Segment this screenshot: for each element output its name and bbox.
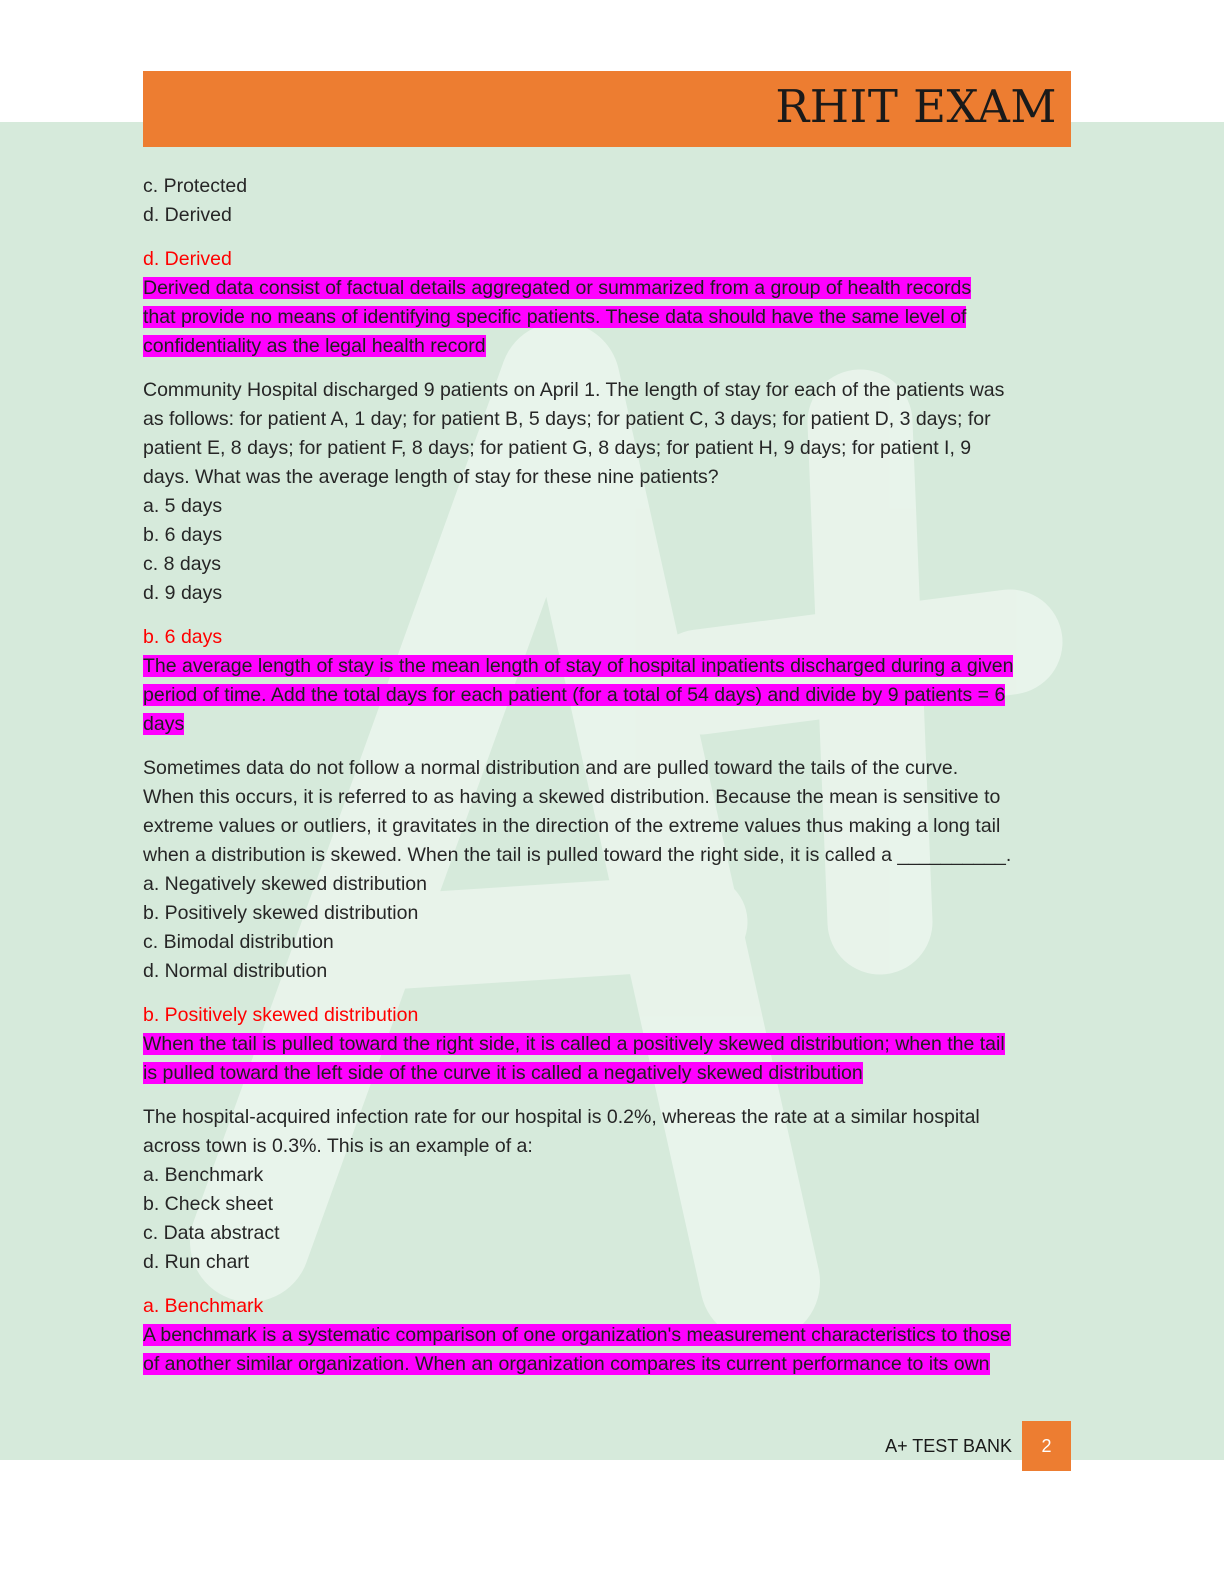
question-1 (143, 172, 1073, 361)
question-text: Community Hospital discharged 9 patients on April 1. The length of stay for each of the patients was (143, 379, 1005, 401)
header-bar (143, 71, 1071, 147)
option-d: d. Normal distribution (143, 960, 328, 982)
question-2 (143, 376, 1073, 739)
explanation: A benchmark is a systematic comparison of one organization's measurement characteristics to those of another similar organization. When an organization compares its current performance to its own (143, 1324, 1011, 1375)
option-a: a. Negatively skewed distribution (143, 873, 427, 895)
footer-label: A+ TEST BANK (885, 1436, 1012, 1456)
explanation: When the tail is pulled toward the right side, it is called a positively skewed distribution; when the tail is pulled toward the left side of the curve it is called a negatively skewed distribution (143, 1033, 1005, 1084)
question-text: extreme values or outliers, it gravitates in the direction of the extreme values thus making a long tail (143, 815, 1001, 837)
option-b: b. Positively skewed distribution (143, 902, 419, 924)
explanation: The average length of stay is the mean length of stay of hospital inpatients discharged during a given period of time. Add the total days for each patient (for a total of 54 days) and divide by 9 patients = 6 days (143, 655, 1014, 735)
question-3 (143, 754, 1073, 1088)
question-text: The hospital-acquired infection rate for our hospital is 0.2%, whereas the rate at a similar hospital (143, 1106, 980, 1128)
question-4 (143, 1103, 1073, 1379)
question-text: across town is 0.3%. This is an example of a: (143, 1135, 533, 1157)
question-text: when a distribution is skewed. When the tail is pulled toward the right side, it is called a __________. (143, 844, 1012, 866)
option-a: a. 5 days (143, 495, 223, 517)
option-d: d. 9 days (143, 582, 223, 604)
question-text: as follows: for patient A, 1 day; for patient B, 5 days; for patient C, 3 days; for patient D, 3 days; for (143, 408, 991, 430)
option-c: c. Protected (143, 175, 248, 197)
option-b: b. Check sheet (143, 1193, 274, 1215)
answer-label: b. 6 days (143, 626, 223, 648)
question-text: days. What was the average length of stay for these nine patients? (143, 466, 719, 488)
document-body (143, 172, 1073, 1379)
option-d: d. Run chart (143, 1251, 250, 1273)
answer-label: d. Derived (143, 248, 232, 270)
option-c: c. Bimodal distribution (143, 931, 334, 953)
explanation: Derived data consist of factual details aggregated or summarized from a group of health records that provide no means of identifying specific patients. These data should have the same level of confidentiality as the legal health record (143, 277, 972, 357)
option-a: a. Benchmark (143, 1164, 264, 1186)
option-b: b. 6 days (143, 524, 223, 546)
option-c: c. 8 days (143, 553, 222, 575)
question-text: Sometimes data do not follow a normal distribution and are pulled toward the tails of the curve. (143, 757, 959, 779)
page-title: RHIT EXAM (775, 80, 1057, 133)
option-d: d. Derived (143, 204, 232, 226)
question-text: When this occurs, it is referred to as having a skewed distribution. Because the mean is sensitive to (143, 786, 1001, 808)
page-number: 2 (1022, 1421, 1071, 1471)
question-text: patient E, 8 days; for patient F, 8 days; for patient G, 8 days; for patient H, 9 days; for patient I, 9 (143, 437, 972, 459)
answer-label: a. Benchmark (143, 1295, 264, 1317)
option-c: c. Data abstract (143, 1222, 280, 1244)
answer-label: b. Positively skewed distribution (143, 1004, 419, 1026)
